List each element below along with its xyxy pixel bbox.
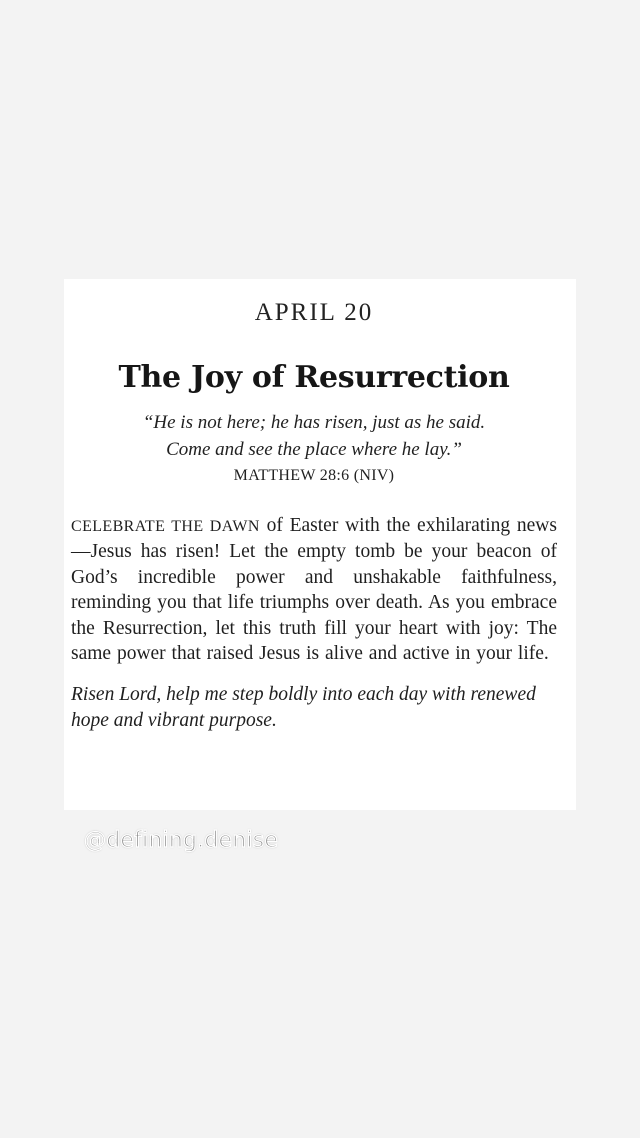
username-watermark: @defining.denise [84, 828, 279, 853]
scripture-reference: MATTHEW 28:6 (NIV) [233, 467, 395, 484]
scripture-verse [71, 409, 557, 463]
devotional-prayer: Risen Lord, help me step boldly into each day with renewed hope and vibrant purpose. [71, 684, 536, 732]
devotional-body [71, 513, 557, 666]
devotional-date: APRIL 20 [254, 299, 374, 326]
devotional-title: The Joy of Resurrection [118, 360, 510, 395]
body-lead-in: CELEBRATE THE DAWN [71, 518, 260, 535]
verse-line-2: Come and see the place where he lay.” [166, 439, 462, 460]
devotional-card [64, 279, 576, 810]
body-text: of Easter with the exhilarating news—Jesus has risen! Let the empty tomb be your beacon of God’s incredible power and unshakable faithfulness, reminding you that life triumphs over death. As you embrace the Resurrection, let this truth fill your heart with joy: The same power that raised Jesus is alive and active in your life. [71, 515, 557, 665]
verse-line-1: “He is not here; he has risen, just as he said. [142, 412, 486, 433]
